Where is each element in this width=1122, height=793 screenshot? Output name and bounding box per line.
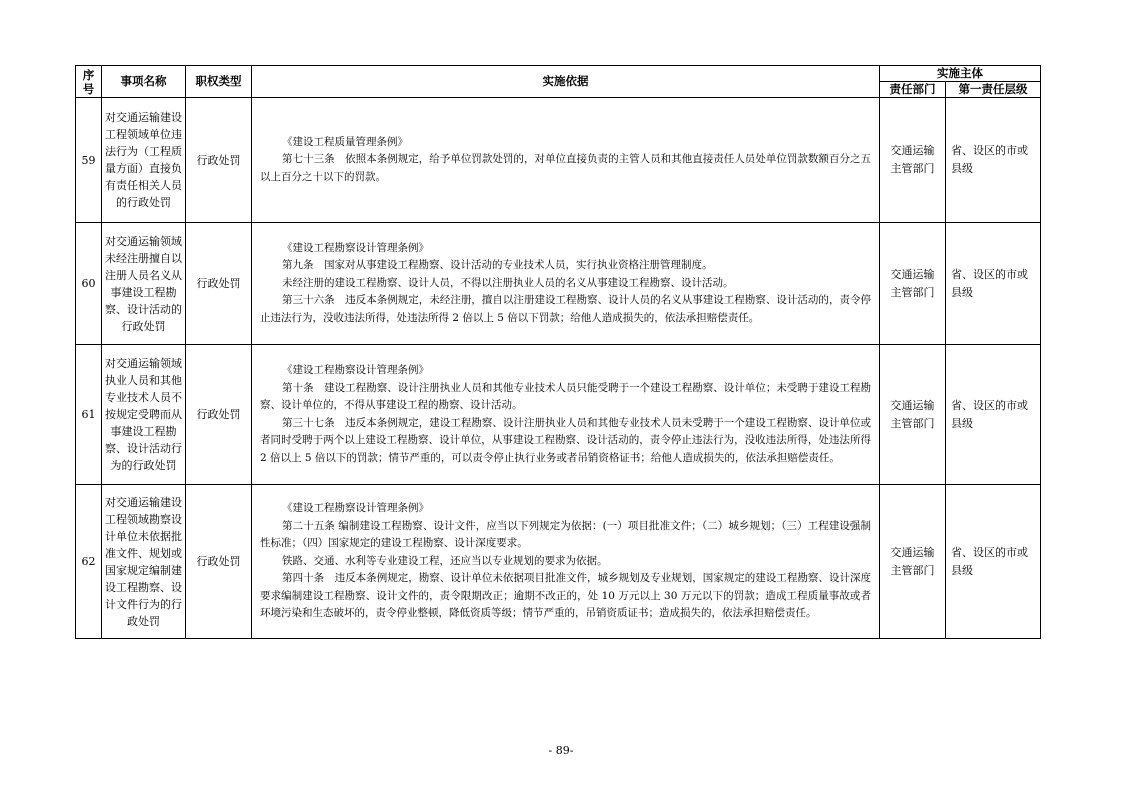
row-seq: 60 (76, 223, 102, 345)
row-responsible-dept: 交通运输主管部门 (880, 98, 946, 223)
row-responsibility-level: 省、设区的市或县级 (946, 345, 1041, 485)
row-responsible-dept: 交通运输主管部门 (880, 345, 946, 485)
header-type: 职权类型 (186, 66, 252, 98)
basis-paragraph: 《建设工程勘察设计管理条例》 (282, 241, 430, 254)
basis-paragraph: 未经注册的建设工程勘察、设计人员，不得以注册执业人员的名义从事建设工程勘察、设计活动。 (282, 276, 734, 289)
basis-paragraph: 第九条 国家对从事建设工程勘察、设计活动的专业技术人员，实行执业资格注册管理制度。 (282, 259, 713, 272)
page-number: - 89- (548, 744, 574, 757)
row-seq: 62 (76, 485, 102, 639)
basis-paragraph: 《建设工程质量管理条例》 (282, 135, 409, 148)
basis-paragraph: 铁路、交通、水利等专业建设工程，还应当以专业规划的要求为依据。 (282, 554, 608, 567)
table-row (76, 223, 1041, 345)
basis-paragraph: 《建设工程勘察设计管理条例》 (282, 502, 430, 515)
row-legal-basis (252, 98, 880, 223)
row-legal-basis (252, 223, 880, 345)
basis-paragraph: 第三十七条 违反本条例规定，建设工程勘察、设计注册执业人员和其他专业技术人员未受聘于一个建设工程勘察、设计单位或者同时受聘于两个以上建设工程勘察、设计单位，从事建设工程勘察、设计活动的，责令停止违法行为，没收违法所得，处违法所得 2 倍以上 5 倍以下的罚款；情节严重的，可以责令停止执行业务或者吊销资格证书；给他人造成损失的，依法承担赔偿责任。 (260, 416, 871, 464)
row-item-name: 对交通运输建设工程领域勘察设计单位未依据批准文件、规划或国家规定编制建设工程勘察、设计文件行为的行政处罚 (102, 485, 186, 639)
header-seq (76, 66, 102, 98)
row-power-type: 行政处罚 (186, 98, 252, 223)
row-item-name: 对交通运输领域未经注册擅自以注册人员名义从事建设工程勘察、设计活动的行政处罚 (102, 223, 186, 345)
header-level: 第一责任层级 (946, 82, 1041, 98)
row-power-type: 行政处罚 (186, 223, 252, 345)
header-subject: 实施主体 (880, 66, 1041, 82)
header-name: 事项名称 (102, 66, 186, 98)
row-responsibility-level: 省、设区的市或县级 (946, 223, 1041, 345)
row-legal-basis (252, 485, 880, 639)
row-item-name: 对交通运输建设工程领域单位违法行为（工程质量方面）直接负有责任相关人员的行政处罚 (102, 98, 186, 223)
row-item-name: 对交通运输领域执业人员和其他专业技术人员不按规定受聘而从事建设工程勘察、设计活动行为的行政处罚 (102, 345, 186, 485)
table-row (76, 345, 1041, 485)
table-row (76, 485, 1041, 639)
row-responsibility-level: 省、设区的市或县级 (946, 485, 1041, 639)
row-responsible-dept: 交通运输主管部门 (880, 223, 946, 345)
row-power-type: 行政处罚 (186, 485, 252, 639)
row-seq: 59 (76, 98, 102, 223)
basis-paragraph: 第四十条 违反本条例规定，勘察、设计单位未依据项目批准文件，城乡规划及专业规划，国家规定的建设工程勘察、设计深度要求编制建设工程勘察、设计文件的，责令限期改正；逾期不改正的，处 10 万元以上 30 万元以下的罚款；造成工程质量事故或者环境污染和生态破坏的，责令停业整顿，降低资质等级；情节严重的，吊销资质证书；造成损失的，依法承担赔偿责任。 (260, 572, 871, 620)
basis-paragraph: 《建设工程勘察设计管理条例》 (282, 364, 430, 376)
basis-paragraph: 第二十五条 编制建设工程勘察、设计文件，应当以下列规定为依据：(一）项目批准文件；（二）城乡规划；（三）工程建设强制性标准；（四）国家规定的建设工程勘察、设计深度要求。 (260, 519, 871, 550)
header-basis: 实施依据 (252, 66, 880, 98)
enforcement-items-table (75, 65, 1041, 639)
basis-paragraph: 第三十六条 违反本条例规定，未经注册，擅自以注册建设工程勘察、设计人员的名义从事建设工程勘察、设计活动的，责令停止违法行为，没收违法所得，处违法所得 2 倍以上 5 倍以下罚款；给他人造成损失的，依法承担赔偿责任。 (260, 294, 871, 324)
header-seq-label: 序 号 (82, 67, 95, 96)
row-legal-basis (252, 345, 880, 485)
table-row (76, 98, 1041, 223)
header-dept: 责任部门 (880, 82, 946, 98)
row-responsible-dept: 交通运输主管部门 (880, 485, 946, 639)
basis-paragraph: 第七十三条 依照本条例规定，给予单位罚款处罚的，对单位直接负责的主管人员和其他直接责任人员处单位罚款数额百分之五以上百分之十以下的罚款。 (260, 153, 871, 183)
row-seq: 61 (76, 345, 102, 485)
table-header-row-top (76, 66, 1041, 82)
row-power-type: 行政处罚 (186, 345, 252, 485)
row-responsibility-level: 省、设区的市或县级 (946, 98, 1041, 223)
basis-paragraph: 第十条 建设工程勘察、设计注册执业人员和其他专业技术人员只能受聘于一个建设工程勘察、设计单位；未受聘于建设工程勘察、设计单位的，不得从事建设工程的勘察、设计活动。 (260, 381, 871, 411)
